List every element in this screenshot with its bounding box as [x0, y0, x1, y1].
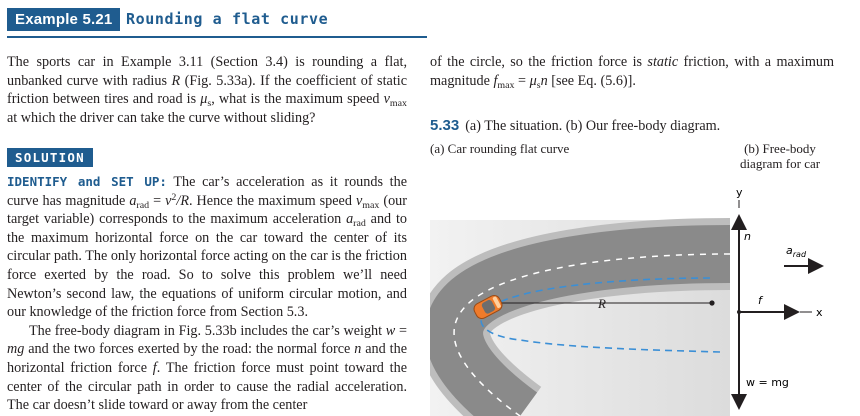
subcaption-a: (a) Car rounding flat curve — [430, 141, 570, 156]
figure-number: 5.33 — [430, 117, 460, 134]
continuation-text: of the circle, so the friction force is static friction, with a maximum magnitude $f_{max} = \mu_sn$ [see Eq. (5.6)]. — [430, 54, 834, 91]
example-tag: Example 5.21 — [7, 8, 120, 31]
figure-caption: 5.33 (a) The situation. (b) Our free-body diagram. — [430, 117, 721, 134]
normal-force-label: n — [744, 230, 751, 243]
example-title: Rounding a flat curve — [126, 10, 329, 28]
body-point — [737, 310, 741, 314]
identify-heading: IDENTIFY and SET UP: — [7, 174, 167, 189]
figure-a-road — [430, 180, 730, 416]
solution-badge: SOLUTION — [7, 148, 93, 167]
arad-label: $a_{rad}$ — [786, 244, 807, 259]
figure-b-free-body — [720, 180, 860, 416]
weight-label: w = mg — [746, 376, 789, 389]
x-axis-label: x — [816, 306, 823, 319]
subcaption-b: (b) Free-body diagram for car — [739, 141, 821, 171]
radius-label: R — [598, 296, 606, 311]
y-axis-label: y — [736, 186, 743, 199]
problem-statement: The sports car in Example 3.11 (Section 3.4) is rounding a flat, unbanked curve with radius R (Fig. 5.33a). If the coefficient of static friction between tires and road is $\mu_s$, what is the maximum speed $v_{max}$ at which the driver can take the curve without sliding? — [7, 54, 407, 126]
title-rule — [7, 36, 427, 38]
center-point — [709, 300, 714, 305]
friction-force-label: f — [758, 294, 762, 307]
solution-text: IDENTIFY and SET UP: The car’s acceleration as it rounds the curve has magnitude $a_{rad} = v^2/R$. Hence the maximum speed $v_{max}$ (our target variable) corresponds to the maximum acceleration $a_{rad}$ and to the maximum horizontal force on the car toward the center of its circular path. The only horizontal force acting on the car is the friction force exerted by the road. So to solve this problem we’ll need Newton’s second law, the equations of uniform circular motion, and our knowledge of the friction force from Section 5.3. The free-body diagram in Fig. 5.33b includes the car’s weight w = mg and the two forces exerted by the road: the normal force n and the horizontal friction force f. The friction force must point toward the center of the circular path in order to cause the radial acceleration. The car doesn’t slide toward or away from the center — [7, 174, 408, 414]
